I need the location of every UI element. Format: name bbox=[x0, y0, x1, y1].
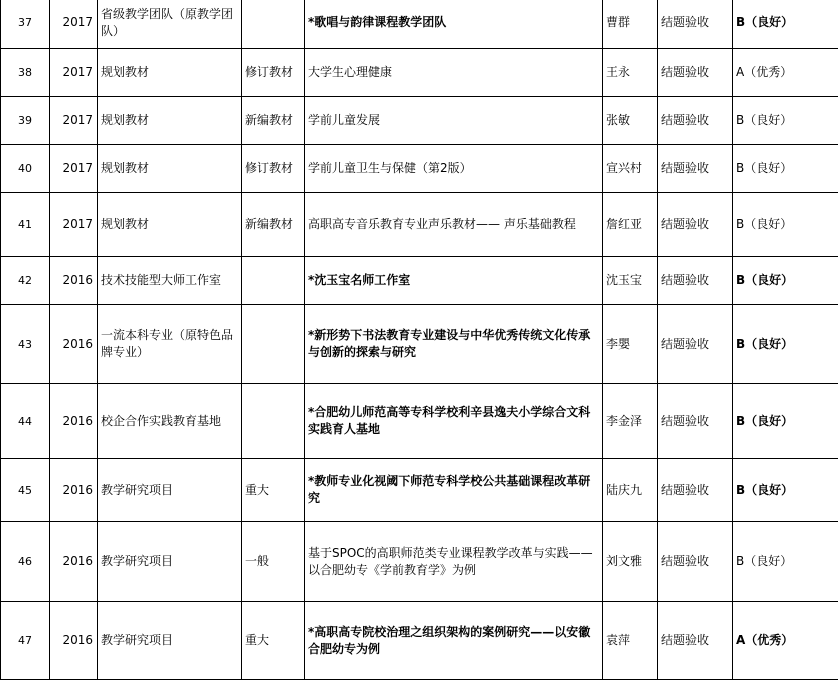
table-body bbox=[1, 0, 838, 680]
row-year: 2017 bbox=[50, 49, 98, 97]
row-year: 2016 bbox=[50, 522, 98, 602]
row-category: 规划教材 bbox=[98, 145, 242, 193]
row-title: 学前儿童卫生与保健（第2版） bbox=[305, 145, 603, 193]
row-person: 张敏 bbox=[603, 97, 658, 145]
row-grade: A（优秀） bbox=[733, 602, 838, 680]
row-title: 学前儿童发展 bbox=[305, 97, 603, 145]
row-status: 结题验收 bbox=[658, 193, 733, 257]
table-row bbox=[1, 257, 838, 305]
row-subtype: 修订教材 bbox=[242, 49, 305, 97]
row-person: 宣兴村 bbox=[603, 145, 658, 193]
table-row bbox=[1, 145, 838, 193]
row-status: 结题验收 bbox=[658, 522, 733, 602]
row-category: 技术技能型大师工作室 bbox=[98, 257, 242, 305]
row-status: 结题验收 bbox=[658, 257, 733, 305]
row-person: 王永 bbox=[603, 49, 658, 97]
row-year: 2016 bbox=[50, 602, 98, 680]
row-grade: B（良好） bbox=[733, 257, 838, 305]
row-status: 结题验收 bbox=[658, 384, 733, 459]
row-number: 47 bbox=[1, 602, 50, 680]
row-grade: A（优秀） bbox=[733, 49, 838, 97]
row-year: 2016 bbox=[50, 459, 98, 522]
row-subtype: 重大 bbox=[242, 459, 305, 522]
row-title: *歌唱与韵律课程教学团队 bbox=[305, 0, 603, 49]
row-person: 李金泽 bbox=[603, 384, 658, 459]
row-number: 44 bbox=[1, 384, 50, 459]
row-status: 结题验收 bbox=[658, 459, 733, 522]
row-person: 沈玉宝 bbox=[603, 257, 658, 305]
row-number: 37 bbox=[1, 0, 50, 49]
row-year: 2016 bbox=[50, 305, 98, 384]
row-person: 曹群 bbox=[603, 0, 658, 49]
row-year: 2017 bbox=[50, 0, 98, 49]
row-number: 46 bbox=[1, 522, 50, 602]
row-number: 41 bbox=[1, 193, 50, 257]
row-title: *高职高专院校治理之组织架构的案例研究——以安徽合肥幼专为例 bbox=[305, 602, 603, 680]
row-grade: B（良好） bbox=[733, 459, 838, 522]
row-title: *沈玉宝名师工作室 bbox=[305, 257, 603, 305]
row-title: 大学生心理健康 bbox=[305, 49, 603, 97]
table-row bbox=[1, 97, 838, 145]
row-subtype bbox=[242, 384, 305, 459]
row-grade: B（良好） bbox=[733, 0, 838, 49]
row-category: 规划教材 bbox=[98, 97, 242, 145]
row-year: 2016 bbox=[50, 257, 98, 305]
table-row bbox=[1, 384, 838, 459]
table-row bbox=[1, 49, 838, 97]
row-subtype: 新编教材 bbox=[242, 193, 305, 257]
table-row bbox=[1, 522, 838, 602]
row-year: 2016 bbox=[50, 384, 98, 459]
row-grade: B（良好） bbox=[733, 145, 838, 193]
row-title: *教师专业化视阈下师范专科学校公共基础课程改革研究 bbox=[305, 459, 603, 522]
row-category: 规划教材 bbox=[98, 49, 242, 97]
row-category: 教学研究项目 bbox=[98, 522, 242, 602]
table-row bbox=[1, 0, 838, 49]
table-row bbox=[1, 305, 838, 384]
row-number: 38 bbox=[1, 49, 50, 97]
row-person: 詹红亚 bbox=[603, 193, 658, 257]
row-subtype: 重大 bbox=[242, 602, 305, 680]
row-subtype bbox=[242, 305, 305, 384]
row-person: 刘文雅 bbox=[603, 522, 658, 602]
row-category: 一流本科专业（原特色品牌专业） bbox=[98, 305, 242, 384]
row-year: 2017 bbox=[50, 97, 98, 145]
row-subtype: 修订教材 bbox=[242, 145, 305, 193]
row-grade: B（良好） bbox=[733, 384, 838, 459]
row-year: 2017 bbox=[50, 145, 98, 193]
table-row bbox=[1, 193, 838, 257]
row-grade: B（良好） bbox=[733, 522, 838, 602]
row-person: 袁萍 bbox=[603, 602, 658, 680]
row-subtype: 新编教材 bbox=[242, 97, 305, 145]
row-title: *新形势下书法教育专业建设与中华优秀传统文化传承与创新的探索与研究 bbox=[305, 305, 603, 384]
row-person: 李嬰 bbox=[603, 305, 658, 384]
row-category: 教学研究项目 bbox=[98, 602, 242, 680]
row-status: 结题验收 bbox=[658, 49, 733, 97]
row-number: 40 bbox=[1, 145, 50, 193]
row-number: 42 bbox=[1, 257, 50, 305]
row-grade: B（良好） bbox=[733, 97, 838, 145]
row-number: 39 bbox=[1, 97, 50, 145]
row-subtype bbox=[242, 257, 305, 305]
row-person: 陆庆九 bbox=[603, 459, 658, 522]
row-status: 结题验收 bbox=[658, 97, 733, 145]
row-category: 教学研究项目 bbox=[98, 459, 242, 522]
row-status: 结题验收 bbox=[658, 305, 733, 384]
row-status: 结题验收 bbox=[658, 145, 733, 193]
row-grade: B（良好） bbox=[733, 193, 838, 257]
row-status: 结题验收 bbox=[658, 602, 733, 680]
row-subtype bbox=[242, 0, 305, 49]
row-status: 结题验收 bbox=[658, 0, 733, 49]
row-category: 省级教学团队（原教学团队） bbox=[98, 0, 242, 49]
table-row bbox=[1, 459, 838, 522]
row-subtype: 一般 bbox=[242, 522, 305, 602]
row-year: 2017 bbox=[50, 193, 98, 257]
row-title: *合肥幼儿师范高等专科学校利辛县逸夫小学综合文科实践育人基地 bbox=[305, 384, 603, 459]
row-number: 45 bbox=[1, 459, 50, 522]
row-title: 基于SPOC的高职师范类专业课程教学改革与实践——以合肥幼专《学前教育学》为例 bbox=[305, 522, 603, 602]
row-category: 校企合作实践教育基地 bbox=[98, 384, 242, 459]
row-title: 高职高专音乐教育专业声乐教材—— 声乐基础教程 bbox=[305, 193, 603, 257]
table-row bbox=[1, 602, 838, 680]
row-category: 规划教材 bbox=[98, 193, 242, 257]
row-grade: B（良好） bbox=[733, 305, 838, 384]
row-number: 43 bbox=[1, 305, 50, 384]
